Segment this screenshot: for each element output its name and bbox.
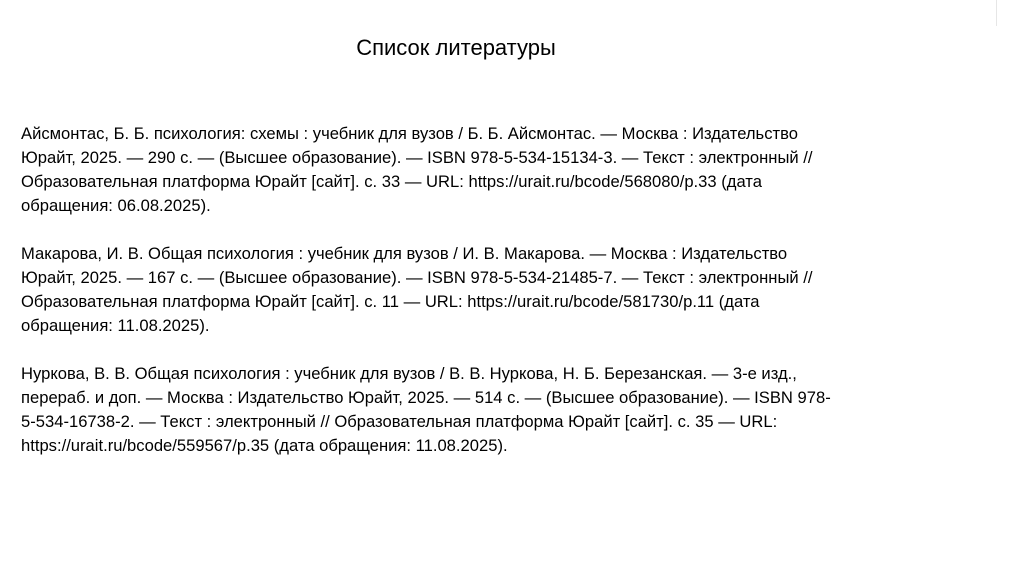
- reference-item-1: [21, 122, 1011, 218]
- reference-1-line-4: обращения: 06.08.2025).: [21, 196, 211, 215]
- reference-list: [21, 122, 1011, 482]
- reference-3-line-4: https://urait.ru/bcode/559567/p.35 (дата обращения: 11.08.2025).: [21, 436, 508, 455]
- reference-item-2: [21, 242, 1011, 338]
- reference-3-line-2: перераб. и доп. — Москва : Издательство Юрайт, 2025. — 514 с. — (Высшее образование). — ISBN 978-: [21, 388, 831, 407]
- reference-1-line-2: Юрайт, 2025. — 290 с. — (Высшее образование). — ISBN 978-5-534-15134-3. — Текст : электронный //: [21, 148, 813, 167]
- reference-2-line-3: Образовательная платформа Юрайт [сайт]. с. 11 — URL: https://urait.ru/bcode/581730/p.11 (дата: [21, 292, 760, 311]
- reference-item-3: [21, 362, 1011, 458]
- reference-3-line-3: 5-534-16738-2. — Текст : электронный // Образовательная платформа Юрайт [сайт]. с. 35 — URL:: [21, 412, 778, 431]
- slide-title: Список литературы: [356, 35, 556, 60]
- reference-1-line-3: Образовательная платформа Юрайт [сайт]. с. 33 — URL: https://urait.ru/bcode/568080/p.33 (дата: [21, 172, 762, 191]
- reference-2-line-2: Юрайт, 2025. — 167 с. — (Высшее образование). — ISBN 978-5-534-21485-7. — Текст : электронный //: [21, 268, 813, 287]
- reference-2-line-1: Макарова, И. В. Общая психология : учебник для вузов / И. В. Макарова. — Москва : Издательство: [21, 244, 788, 263]
- reference-2-line-4: обращения: 11.08.2025).: [21, 316, 210, 335]
- slide-edge-mark: [996, 0, 997, 26]
- reference-1-line-1: Айсмонтас, Б. Б. психология: схемы : учебник для вузов / Б. Б. Айсмонтас. — Москва : Издательство: [21, 124, 798, 143]
- reference-3-line-1: Нуркова, В. В. Общая психология : учебник для вузов / В. В. Нуркова, Н. Б. Березанская. — 3-е изд.,: [21, 364, 797, 383]
